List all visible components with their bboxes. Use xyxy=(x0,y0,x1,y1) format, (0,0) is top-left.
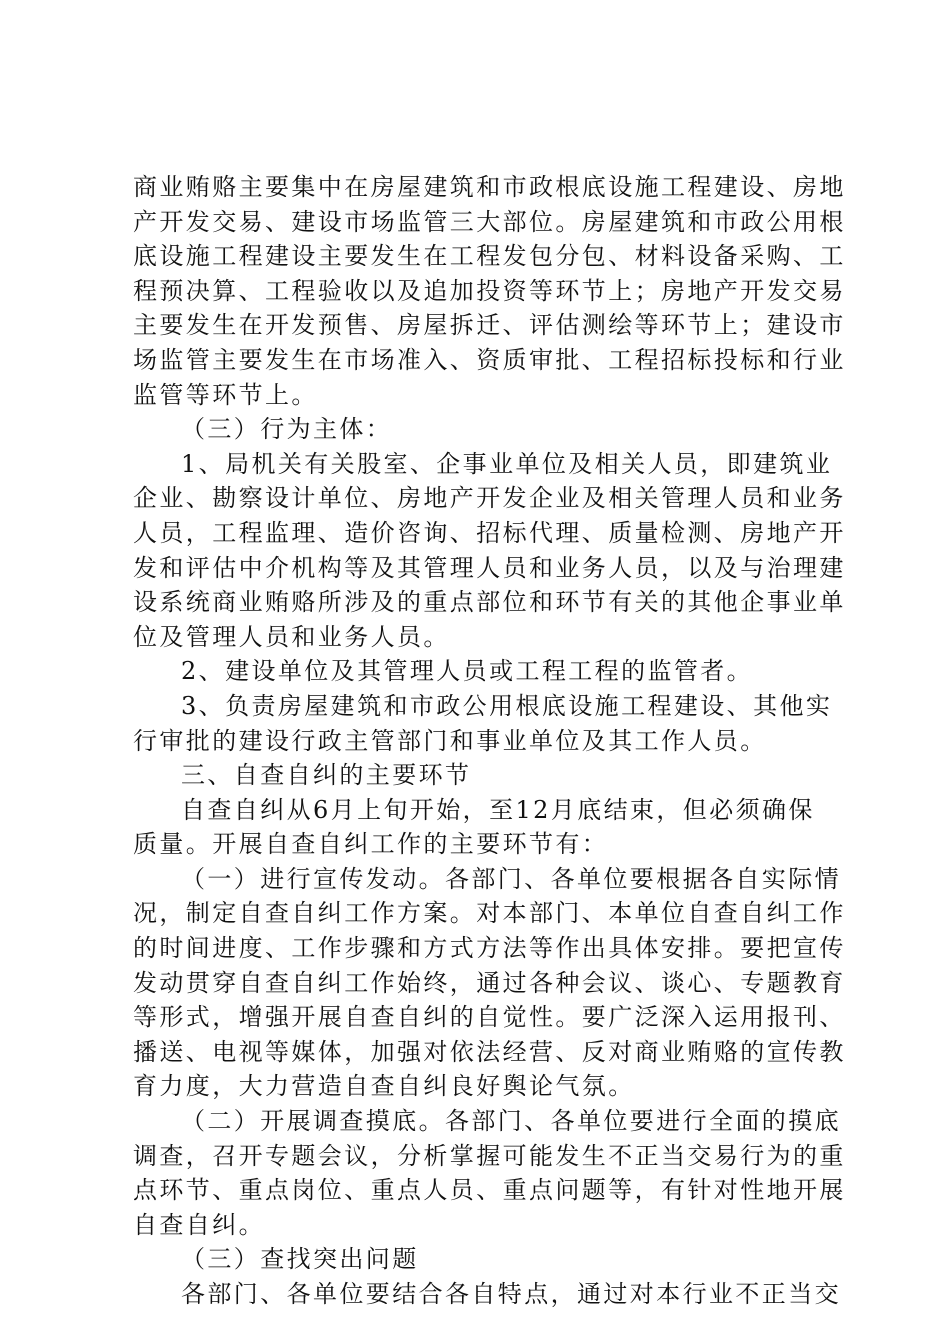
text-line: 的时间进度、工作步骤和方式方法等作出具体安排。要把宣传 xyxy=(133,934,846,963)
text-line: 调查，召开专题会议，分析掌握可能发生不正当交易行为的重 xyxy=(133,1141,846,1170)
text-line: 行审批的建设行政主管部门和事业单位及其工作人员。 xyxy=(133,726,767,755)
document-body xyxy=(133,170,846,1312)
text-line: 自查自纠从6月上旬开始，至12月底结束，但必须确保 xyxy=(181,795,815,824)
text-line: 场监管主要发生在市场准入、资质审批、工程招标投标和行业 xyxy=(133,345,846,374)
text-line: （三）查找突出问题 xyxy=(181,1245,419,1274)
text-line: 底设施工程建设主要发生在工程发包分包、材料设备采购、工 xyxy=(133,242,846,271)
text-line: 人员，工程监理、造价咨询、招标代理、质量检测、房地产开 xyxy=(133,518,846,547)
text-line: 育力度，大力营造自查自纠良好舆论气氛。 xyxy=(133,1072,635,1101)
text-line: 点环节、重点岗位、重点人员、重点问题等，有针对性地开展 xyxy=(133,1176,846,1205)
text-line: 各部门、各单位要结合各自特点，通过对本行业不正当交 xyxy=(181,1280,841,1308)
text-line: （二）开展调查摸底。各部门、各单位要进行全面的摸底 xyxy=(181,1107,841,1136)
text-line: 主要发生在开发预售、房屋拆迁、评估测绘等环节上；建设市 xyxy=(133,311,846,340)
text-line: 播送、电视等媒体，加强对依法经营、反对商业贿赂的宣传教 xyxy=(133,1037,846,1066)
text-line: 质量。开展自查自纠工作的主要环节有： xyxy=(133,830,609,859)
text-line: 发动贯穿自查自纠工作始终，通过各种会议、谈心、专题教育 xyxy=(133,968,846,997)
text-line: 3、负责房屋建筑和市政公用根底设施工程建设、其他实 xyxy=(181,691,833,720)
text-line: 程预决算、工程验收以及追加投资等环节上；房地产开发交易 xyxy=(133,276,846,305)
text-line: 位及管理人员和业务人员。 xyxy=(133,622,450,651)
text-line: （一）进行宣传发动。各部门、各单位要根据各自实际情 xyxy=(181,864,841,893)
text-line: 监管等环节上。 xyxy=(133,380,318,409)
text-line: 产开发交易、建设市场监管三大部位。房屋建筑和市政公用根 xyxy=(133,207,846,236)
text-line: 商业贿赂主要集中在房屋建筑和市政根底设施工程建设、房地 xyxy=(133,173,846,201)
text-line: 设系统商业贿赂所涉及的重点部位和环节有关的其他企事业单 xyxy=(133,588,846,617)
text-line: 发和评估中介机构等及其管理人员和业务人员，以及与治理建 xyxy=(133,553,846,582)
text-line: 2、建设单位及其管理人员或工程工程的监管者。 xyxy=(181,657,754,686)
text-line: 1、局机关有关股室、企事业单位及相关人员，即建筑业 xyxy=(181,449,833,478)
text-line: 况，制定自查自纠工作方案。对本部门、本单位自查自纠工作 xyxy=(133,899,846,928)
text-line: 三、自查自纠的主要环节 xyxy=(181,761,472,790)
text-line: 等形式，增强开展自查自纠的自觉性。要广泛深入运用报刊、 xyxy=(133,1003,846,1032)
text-line: 自查自纠。 xyxy=(133,1210,265,1239)
text-line: 企业、勘察设计单位、房地产开发企业及相关管理人员和业务 xyxy=(133,484,846,513)
text-line: （三）行为主体： xyxy=(181,415,393,444)
